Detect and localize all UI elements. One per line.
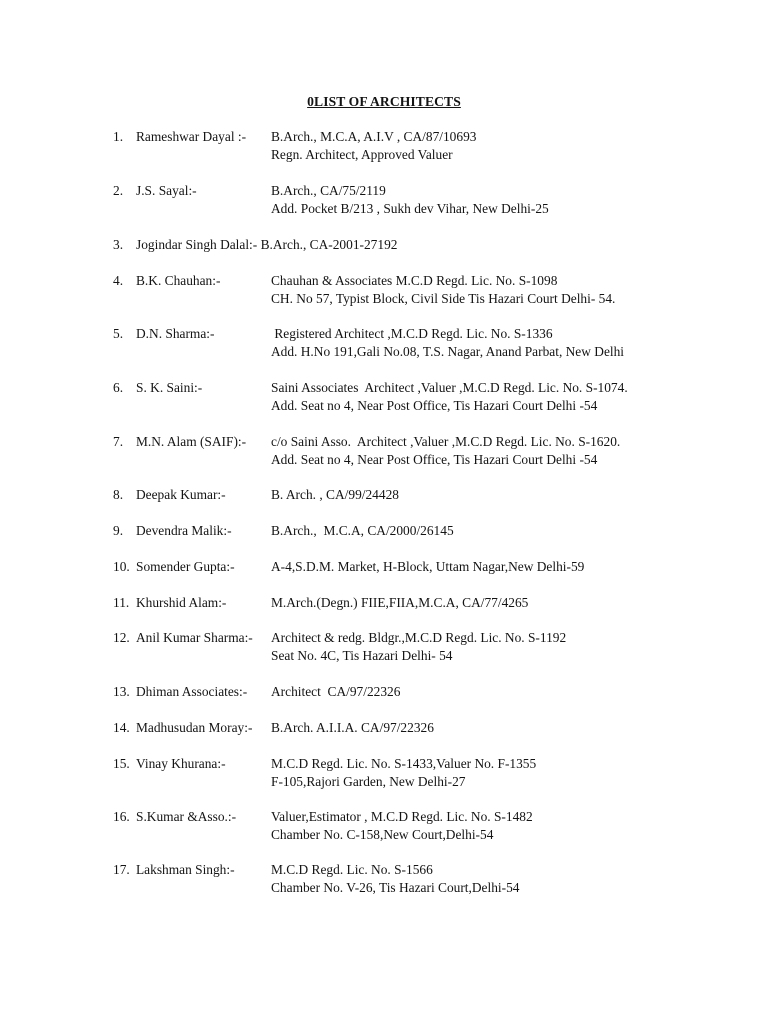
item-number: 17. (113, 862, 130, 877)
architect-name: Somender Gupta:- (136, 559, 235, 574)
architect-name: Rameshwar Dayal :- (136, 129, 247, 144)
architect-name: S.Kumar &Asso.:- (136, 809, 237, 824)
details-line: F-105,Rajori Garden, New Delhi-27 (271, 774, 466, 789)
item-number: 2. (113, 183, 124, 198)
item-number: 11. (113, 595, 130, 610)
architect-name: J.S. Sayal:- (136, 183, 197, 198)
details-line: B.Arch., M.C.A, A.I.V , CA/87/10693 (271, 129, 477, 144)
architect-name: S. K. Saini:- (136, 380, 203, 395)
item-number: 6. (113, 380, 124, 395)
details-line: A-4,S.D.M. Market, H-Block, Uttam Nagar,New Delhi-59 (271, 559, 585, 574)
details-line: B.Arch., M.C.A, CA/2000/26145 (271, 523, 454, 538)
details-line: B.Arch., CA/75/2119 (271, 183, 386, 198)
details-line: Add. Seat no 4, Near Post Office, Tis Hazari Court Delhi -54 (271, 452, 598, 467)
details-line: Chauhan & Associates M.C.D Regd. Lic. No. S-1098 (271, 273, 558, 288)
details-line: Chamber No. C-158,New Court,Delhi-54 (271, 827, 494, 842)
architect-name: Vinay Khurana:- (136, 756, 226, 771)
item-number: 8. (113, 487, 124, 502)
item-number: 13. (113, 684, 130, 699)
item-number: 5. (113, 326, 124, 341)
architect-name: M.N. Alam (SAIF):- (136, 434, 247, 449)
item-number: 3. (113, 237, 124, 252)
item-number: 15. (113, 756, 130, 771)
details-line: Architect & redg. Bldgr.,M.C.D Regd. Lic. No. S-1192 (271, 630, 567, 645)
architect-name: Anil Kumar Sharma:- (136, 630, 253, 645)
details-line: CH. No 57, Typist Block, Civil Side Tis Hazari Court Delhi- 54. (271, 291, 616, 306)
item-number: 10. (113, 559, 130, 574)
item-number: 1. (113, 129, 124, 144)
page-title: 0LIST OF ARCHITECTS (307, 94, 461, 109)
details-line: Valuer,Estimator , M.C.D Regd. Lic. No. S-1482 (271, 809, 533, 824)
details-line: M.Arch.(Degn.) FIIE,FIIA,M.C.A, CA/77/4265 (271, 595, 529, 610)
architect-name: Jogindar Singh Dalal:- B.Arch., CA-2001-27192 (136, 237, 398, 252)
architect-name: Dhiman Associates:- (136, 684, 248, 699)
details-line: c/o Saini Asso. Architect ,Valuer ,M.C.D Regd. Lic. No. S-1620. (271, 434, 621, 449)
details-line: M.C.D Regd. Lic. No. S-1433,Valuer No. F-1355 (271, 756, 537, 771)
details-line: Architect CA/97/22326 (271, 684, 401, 699)
details-line: Seat No. 4C, Tis Hazari Delhi- 54 (271, 648, 453, 663)
details-line: Registered Architect ,M.C.D Regd. Lic. No. S-1336 (271, 326, 553, 341)
item-number: 16. (113, 809, 130, 824)
item-number: 9. (113, 523, 124, 538)
details-line: B.Arch. A.I.I.A. CA/97/22326 (271, 720, 434, 735)
details-line: Add. Seat no 4, Near Post Office, Tis Hazari Court Delhi -54 (271, 398, 598, 413)
details-line: B. Arch. , CA/99/24428 (271, 487, 399, 502)
architect-name: Devendra Malik:- (136, 523, 232, 538)
item-number: 14. (113, 720, 130, 735)
details-line: Saini Associates Architect ,Valuer ,M.C.D Regd. Lic. No. S-1074. (271, 380, 628, 395)
item-number: 7. (113, 434, 124, 449)
details-line: M.C.D Regd. Lic. No. S-1566 (271, 862, 433, 877)
details-line: Chamber No. V-26, Tis Hazari Court,Delhi-54 (271, 880, 520, 895)
details-line: Regn. Architect, Approved Valuer (271, 147, 453, 162)
item-number: 12. (113, 630, 130, 645)
architect-name: Deepak Kumar:- (136, 487, 226, 502)
architect-name: Madhusudan Moray:- (136, 720, 253, 735)
item-number: 4. (113, 273, 124, 288)
details-line: Add. Pocket B/213 , Sukh dev Vihar, New Delhi-25 (271, 201, 549, 216)
architect-name: D.N. Sharma:- (136, 326, 215, 341)
architect-name: Lakshman Singh:- (136, 862, 235, 877)
architect-name: B.K. Chauhan:- (136, 273, 221, 288)
architect-name: Khurshid Alam:- (136, 595, 227, 610)
details-line: Add. H.No 191,Gali No.08, T.S. Nagar, Anand Parbat, New Delhi (271, 344, 625, 359)
